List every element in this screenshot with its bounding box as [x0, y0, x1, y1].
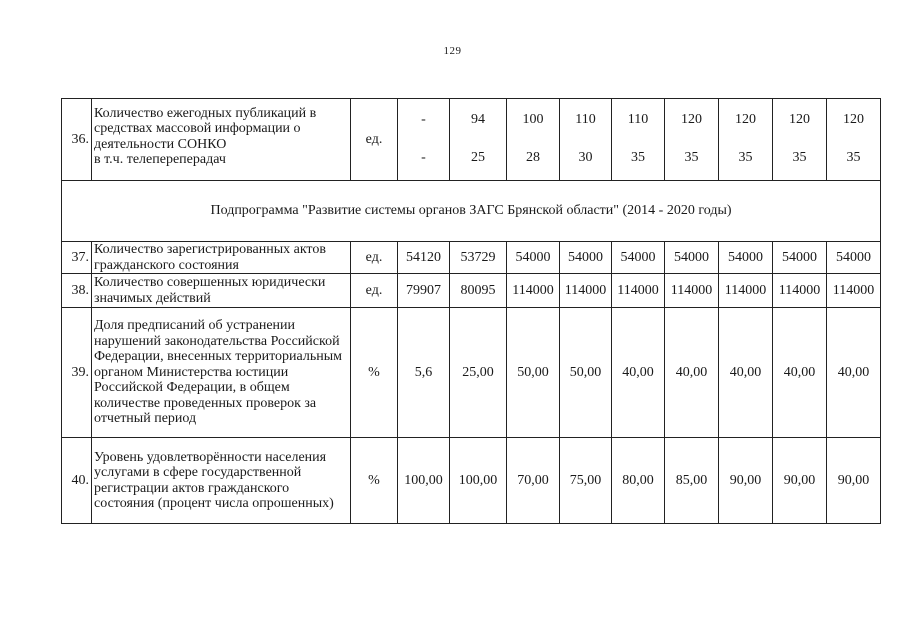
value-cell: 40,00 — [612, 308, 665, 438]
value-cell: 85,00 — [665, 438, 719, 524]
value-main: 100 — [522, 111, 544, 127]
value-cell: 54000 — [719, 242, 773, 274]
value-main: 110 — [575, 111, 596, 127]
value-cell: 114000 — [719, 274, 773, 308]
value-cell — [450, 99, 507, 181]
value-cell — [665, 99, 719, 181]
value-cell: 114000 — [665, 274, 719, 308]
value-cell — [773, 99, 827, 181]
value-cell: 40,00 — [719, 308, 773, 438]
value-main: 94 — [471, 111, 485, 127]
value-sub: 35 — [684, 150, 699, 165]
value-sub: 35 — [738, 150, 753, 165]
value-main: - — [421, 111, 426, 127]
row-number: 36. — [62, 99, 92, 181]
unit-cell: ед. — [351, 242, 398, 274]
value-cell: 90,00 — [719, 438, 773, 524]
value-main: 120 — [681, 111, 702, 127]
value-cell: 54000 — [665, 242, 719, 274]
row-number: 40. — [62, 438, 92, 524]
value-sub: 35 — [792, 150, 807, 165]
unit-cell: ед. — [351, 274, 398, 308]
value-cell: 25,00 — [450, 308, 507, 438]
indicator-name-sub: в т.ч. телепереперадач — [94, 152, 226, 167]
value-cell: 79907 — [398, 274, 450, 308]
value-main: 110 — [627, 111, 649, 127]
unit-cell: % — [351, 438, 398, 524]
value-cell: 54000 — [827, 242, 881, 274]
value-cell: 5,6 — [398, 308, 450, 438]
value-cell: 54000 — [773, 242, 827, 274]
value-cell: 75,00 — [560, 438, 612, 524]
value-cell — [560, 99, 612, 181]
value-cell: 80,00 — [612, 438, 665, 524]
value-cell: 100,00 — [398, 438, 450, 524]
value-cell: 50,00 — [560, 308, 612, 438]
value-main: 120 — [789, 111, 810, 127]
indicator-name-main: Количество ежегодных публикаций в средствах массовой информации о деятельности СОНКО — [94, 105, 317, 152]
table-row — [62, 438, 881, 524]
value-cell: 114000 — [507, 274, 560, 308]
value-cell: 40,00 — [773, 308, 827, 438]
value-cell: 100,00 — [450, 438, 507, 524]
value-cell: 114000 — [560, 274, 612, 308]
value-main: 120 — [843, 111, 864, 127]
value-main: 120 — [735, 111, 756, 127]
value-sub: 28 — [526, 150, 540, 165]
value-cell: 114000 — [612, 274, 665, 308]
table-row — [62, 274, 881, 308]
value-cell: 53729 — [450, 242, 507, 274]
value-sub: - — [421, 150, 426, 165]
value-cell: 40,00 — [665, 308, 719, 438]
value-cell: 114000 — [773, 274, 827, 308]
value-cell: 40,00 — [827, 308, 881, 438]
value-cell — [398, 99, 450, 181]
value-sub: 35 — [846, 150, 861, 165]
subprogram-title: Подпрограмма "Развитие системы органов ЗАГС Брянской области" (2014 - 2020 годы) — [62, 181, 881, 242]
value-cell: 54000 — [507, 242, 560, 274]
value-cell: 54120 — [398, 242, 450, 274]
indicator-name: Количество зарегистрированных актов гражданского состояния — [92, 242, 351, 274]
value-cell: 70,00 — [507, 438, 560, 524]
value-cell: 54000 — [612, 242, 665, 274]
subprogram-row — [62, 181, 881, 242]
value-cell: 90,00 — [827, 438, 881, 524]
row-number: 39. — [62, 308, 92, 438]
unit-cell: % — [351, 308, 398, 438]
value-cell: 80095 — [450, 274, 507, 308]
value-cell: 54000 — [560, 242, 612, 274]
value-cell: 90,00 — [773, 438, 827, 524]
value-sub: 25 — [471, 150, 485, 165]
page-number: 129 — [443, 45, 462, 57]
indicator-name: Уровень удовлетворённости населения услугами в сфере государственной регистрации актов гражданского состояния (процент числа опрошенных) — [92, 438, 351, 524]
table-row — [62, 99, 881, 181]
value-cell: 114000 — [827, 274, 881, 308]
table-row — [62, 242, 881, 274]
value-cell: 50,00 — [507, 308, 560, 438]
value-sub: 30 — [578, 150, 593, 165]
value-cell — [507, 99, 560, 181]
row-number: 37. — [62, 242, 92, 274]
indicators-table — [61, 98, 881, 524]
value-cell — [612, 99, 665, 181]
unit-cell: ед. — [351, 99, 398, 181]
table-row — [62, 308, 881, 438]
indicator-name: Доля предписаний об устранении нарушений законодательства Российской Федерации, внесенных территориальным органом Министерства юстиции Российской Федерации, в общем количестве проведенных проверок за отчетный период — [92, 308, 351, 438]
value-sub: 35 — [631, 150, 645, 165]
value-cell — [719, 99, 773, 181]
row-number: 38. — [62, 274, 92, 308]
indicator-name — [92, 99, 351, 181]
value-cell — [827, 99, 881, 181]
indicator-name: Количество совершенных юридически значимых действий — [92, 274, 351, 308]
